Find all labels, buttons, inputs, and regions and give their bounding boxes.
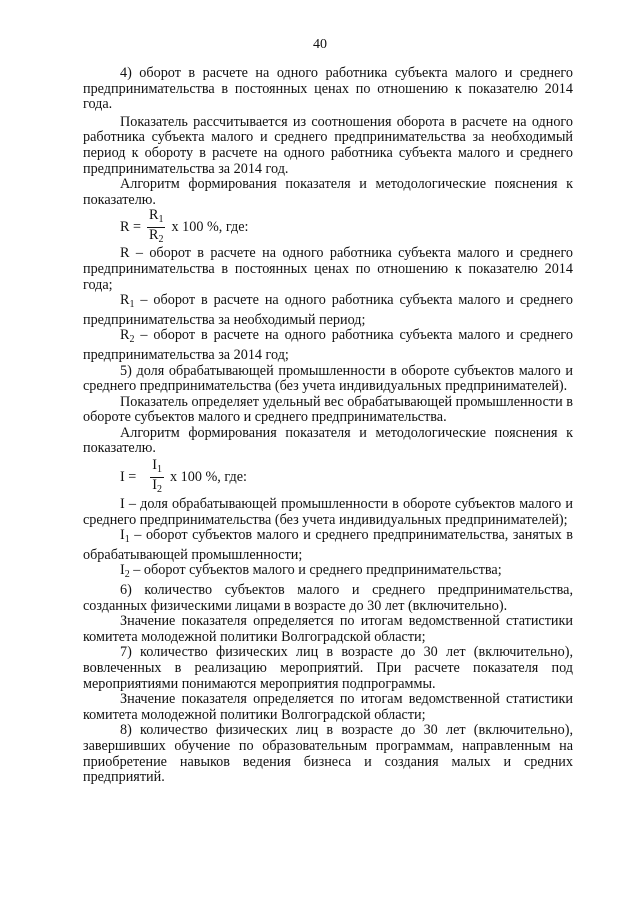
formula-fraction (147, 208, 165, 247)
paragraph-algorithm: Алгоритм формирования показателя и методологические пояснения к показателю. (83, 176, 573, 208)
definition-r2: $R_2$ – оборот в расчете на одного работника субъекта малого и среднего предпринимательства за 2014 год; (83, 327, 573, 363)
definition-i: I – доля обрабатывающей промышленности в обороте субъектов малого и среднего предпринимательства (без учета индивидуальных предпринимателей); (83, 496, 573, 528)
paragraph-item-4: 4) оборот в расчете на одного работника субъекта малого и среднего предпринимательства в постоянных ценах по отношению к показателю 2014 года. (83, 65, 573, 113)
definition-i2: $I_2$ – оборот субъектов малого и среднего предпринимательства; (120, 562, 502, 581)
paragraph-source-1: Значение показателя определяется по итогам ведомственной статистики комитета молодежной политики Волгоградской области; (83, 613, 573, 645)
definition-i1: $I_1$ – оборот субъектов малого и среднего предпринимательства, занятых в обрабатывающей промышленности; (83, 527, 573, 563)
formula-rhs: х 100 %, где: (170, 468, 247, 485)
definition-r: R – оборот в расчете на одного работника субъекта малого и среднего предпринимательства в постоянных ценах по отношению к показателю 2014 года; (83, 245, 573, 293)
fraction-numerator: $I_1$ (150, 458, 164, 478)
document-body (83, 66, 573, 786)
paragraph-source-2: Значение показателя определяется по итогам ведомственной статистики комитета молодежной политики Волгоградской области; (83, 691, 573, 723)
formula-rhs: х 100 %, где: (171, 218, 249, 235)
fraction-numerator: $R_1$ (147, 208, 165, 228)
formula-r (120, 208, 573, 246)
paragraph-item-7: 7) количество физических лиц в возрасте до 30 лет (включительно), вовлеченных в реализацию мероприятий. При расчете показателя под мероприятиями понимаются мероприятия подпрограммы. (83, 644, 573, 692)
paragraph-algorithm-2: Алгоритм формирования показателя и методологические пояснения к показателю. (83, 424, 573, 457)
paragraph-description: Показатель рассчитывается из соотношения оборота в расчете на одного работника субъекта малого и среднего предпринимательства за необходимый период к обороту в расчете на одного работника субъекта малого и среднего предпринимательства за 2014 год. (83, 113, 573, 177)
paragraph-description-2: Показатель определяет удельный вес обрабатывающей промышленности в обороте субъектов малого и среднего предпринимательства. (83, 393, 573, 426)
fraction-denominator: $R_2$ (149, 226, 164, 245)
formula-i (120, 457, 573, 497)
formula-lhs: I = (120, 468, 137, 485)
fraction-denominator: $I_2$ (152, 476, 163, 495)
formula-fraction (150, 458, 164, 497)
definition-r1: $R_1$ – оборот в расчете на одного работника субъекта малого и среднего предпринимательства за необходимый период; (83, 292, 573, 328)
paragraph-item-8: 8) количество физических лиц в возрасте до 30 лет (включительно), завершивших обучение по образовательным программам, направленным на приобретение навыков ведения бизнеса и создания малых и средних предприятий. (83, 722, 573, 786)
formula-lhs: R = (120, 218, 142, 235)
paragraph-item-5: 5) доля обрабатывающей промышленности в обороте субъектов малого и среднего предпринимательства (без учета индивидуальных предпринимателей). (83, 362, 573, 395)
paragraph-item-6: 6) количество субъектов малого и среднего предпринимательства, созданных физическими лицами в возрасте до 30 лет (включительно). (83, 582, 573, 614)
page-number: 40 (313, 37, 327, 52)
